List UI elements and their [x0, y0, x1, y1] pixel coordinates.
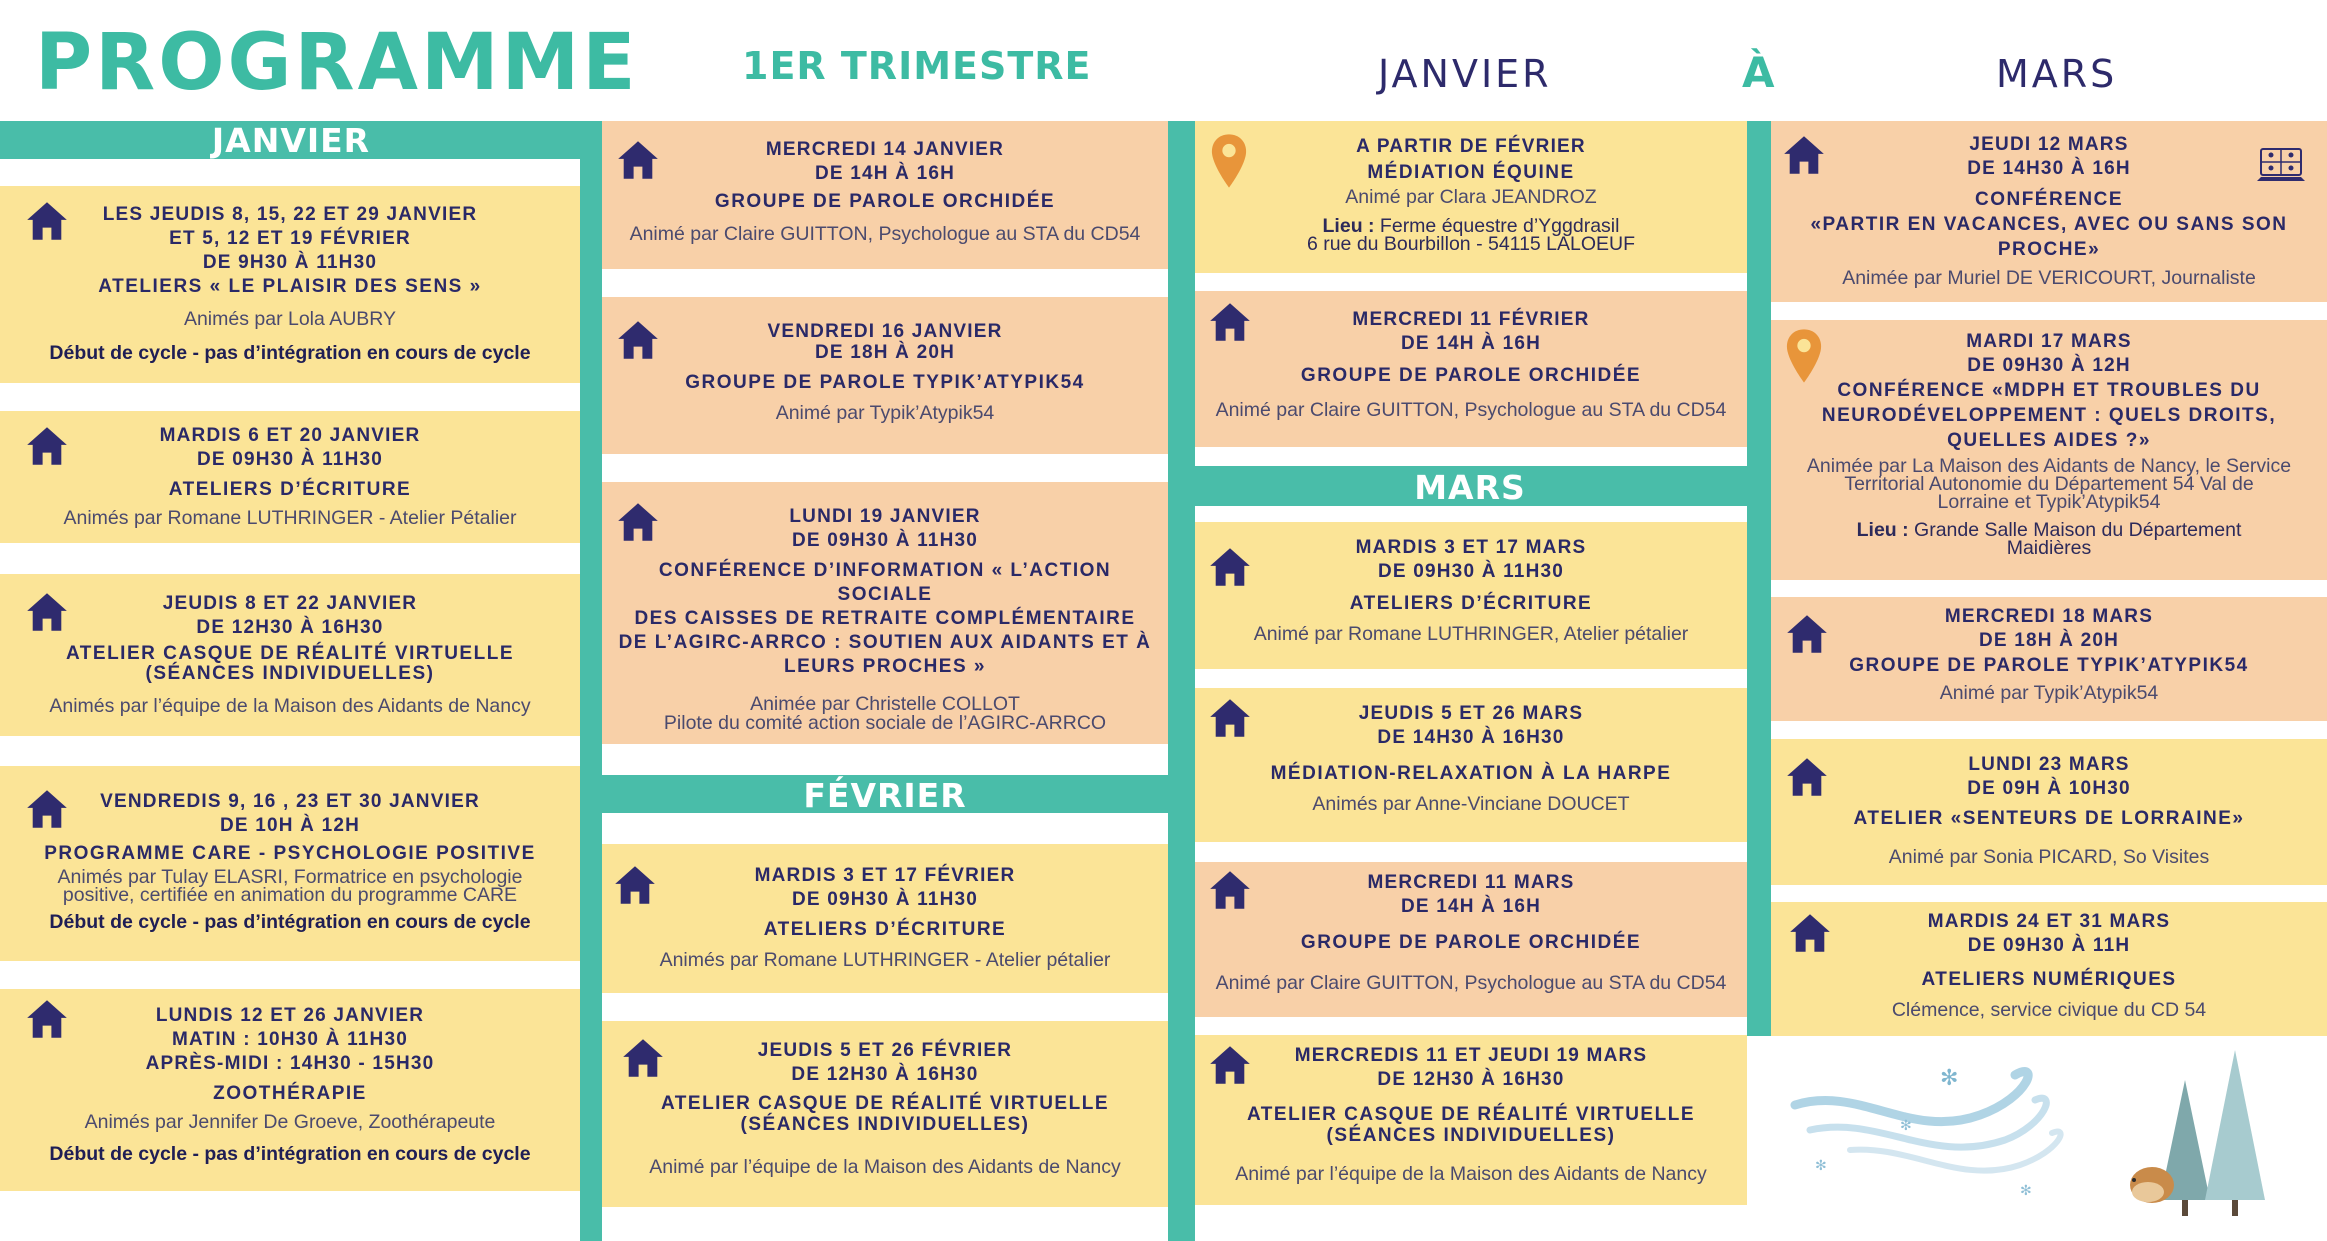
event-animator: Animé par Claire GUITTON, Psychologue au STA du CD54 [1215, 972, 1727, 994]
event-title: MÉDIATION-RELAXATION À LA HARPE [1270, 763, 1672, 784]
column-divider-3 [1747, 121, 1771, 1036]
event-animator: Animé par Typik’Atypik54 [1939, 682, 2159, 704]
event-title: ATELIER CASQUE DE RÉALITÉ VIRTUELLE (SÉANCES INDIVIDUELLES) [1246, 1104, 1695, 1146]
event-card[interactable] [1195, 1035, 1747, 1205]
home-icon [613, 863, 657, 907]
home-icon [25, 424, 69, 468]
event-date: JEUDI 12 MARS DE 14H30 À 16H [1967, 134, 2131, 179]
event-title: ATELIER «SENTEURS DE LORRAINE» [1853, 808, 2245, 829]
event-date: MERCREDI 18 MARS DE 18H À 20H [1944, 606, 2154, 651]
event-card[interactable] [1771, 320, 2327, 580]
event-title: GROUPE DE PAROLE TYPIK’ATYPIK54 [1849, 655, 2249, 676]
svg-text:✻: ✻ [1940, 1066, 1959, 1091]
svg-text:✻: ✻ [1815, 1158, 1827, 1174]
event-animator: Animés par Lola AUBRY [183, 308, 397, 330]
column-divider-1 [580, 121, 602, 1241]
event-animator: Animé par Typik’Atypik54 [775, 402, 995, 424]
event-title: CONFÉRENCE «MDPH ET TROUBLES DU NEURODÉVELOPPEMENT : QUELS DROITS, QUELLES AIDES ?» [1821, 380, 2277, 451]
quarter-label: 1ER TRIMESTRE [742, 44, 1092, 88]
event-animator: Animé par Clara JEANDROZ [1345, 186, 1597, 208]
event-date: LUNDI 23 MARS DE 09H À 10H30 [1967, 754, 2131, 799]
home-icon [1208, 300, 1252, 344]
event-title: ATELIERS D’ÉCRITURE [1349, 593, 1593, 614]
event-card[interactable] [0, 989, 580, 1191]
event-note: Début de cycle - pas d’intégration en cours de cycle [49, 1143, 531, 1165]
event-date: MARDIS 24 ET 31 MARS DE 09H30 À 11H [1927, 911, 2171, 956]
event-card[interactable] [1771, 739, 2327, 885]
event-date: MARDIS 3 ET 17 FÉVRIER DE 09H30 À 11H30 [754, 865, 1016, 910]
event-title: ATELIERS « LE PLAISIR DES SENS » [98, 276, 482, 297]
event-date: LUNDIS 12 ET 26 JANVIER MATIN : 10H30 À 11H30 APRÈS-MIDI : 14H30 - 15H30 [145, 1005, 435, 1074]
home-icon [616, 138, 660, 182]
event-animator: Animé par Romane LUTHRINGER, Atelier pétalier [1253, 623, 1689, 645]
event-date: JEUDIS 5 ET 26 FÉVRIER DE 12H30 À 16H30 [757, 1040, 1013, 1085]
event-date: VENDREDIS 9, 16 , 23 ET 30 JANVIER DE 10H À 12H [100, 791, 480, 836]
event-title: CONFÉRENCE D’INFORMATION « L’ACTION SOCIALE DES CAISSES DE RETRAITE COMPLÉMENTAIRE DE L’AGIRC-ARRCO : SOUTIEN AUX AIDANTS ET À LEURS PROCHES » [618, 560, 1152, 677]
svg-text:✻: ✻ [2020, 1183, 2032, 1199]
home-icon [1208, 696, 1252, 740]
location-label: Lieu : [1322, 215, 1375, 237]
event-title: GROUPE DE PAROLE ORCHIDÉE [714, 191, 1056, 212]
event-animator: Animés par Romane LUTHRINGER - Atelier pétalier [659, 949, 1111, 971]
event-animator: Animé par Sonia PICARD, So Visites [1888, 846, 2210, 868]
event-card[interactable] [0, 186, 580, 383]
event-date: MARDI 17 MARS DE 09H30 À 12H [1966, 331, 2132, 376]
event-animator: Animés par Romane LUTHRINGER - Atelier Pétalier [63, 507, 517, 529]
event-card[interactable] [0, 766, 580, 961]
event-date: MERCREDI 11 MARS DE 14H À 16H [1367, 872, 1575, 917]
event-card[interactable] [0, 574, 580, 736]
event-animator: Animés par Anne-Vinciane DOUCET [1312, 793, 1630, 815]
event-card[interactable] [602, 121, 1168, 269]
home-icon [616, 318, 660, 362]
event-card[interactable] [1771, 597, 2327, 721]
month-label-fevrier: FÉVRIER [803, 776, 967, 815]
event-animator: Animée par Christelle COLLOT Pilote du comité action sociale de l’AGIRC-ARRCO [663, 693, 1107, 734]
home-icon [1208, 545, 1252, 589]
event-title: ATELIERS D’ÉCRITURE [168, 479, 412, 500]
event-date: JEUDIS 8 ET 22 JANVIER DE 12H30 À 16H30 [162, 593, 418, 638]
event-date: MARDIS 6 ET 20 JANVIER DE 09H30 À 11H30 [159, 425, 421, 470]
event-date: A PARTIR DE FÉVRIER [1356, 136, 1586, 157]
event-animator: Animé par Claire GUITTON, Psychologue au STA du CD54 [629, 223, 1141, 245]
home-icon [1782, 133, 1826, 177]
event-card[interactable] [602, 1021, 1168, 1207]
event-date: MERCREDI 14 JANVIER DE 14H À 16H [765, 139, 1005, 184]
event-card[interactable] [1195, 522, 1747, 669]
event-animator: Animés par Jennifer De Groeve, Zoothérapeute [84, 1111, 496, 1133]
event-animator: Animé par Claire GUITTON, Psychologue au STA du CD54 [1215, 399, 1727, 421]
event-title: PROGRAMME CARE - PSYCHOLOGIE POSITIVE [44, 843, 536, 864]
event-title: CONFÉRENCE «PARTIR EN VACANCES, AVEC OU SANS SON PROCHE» [1810, 189, 2288, 260]
month-label-janvier: JANVIER [211, 121, 371, 160]
location-text: Grande Salle Maison du Département Maidières [1914, 519, 2242, 559]
event-title: ATELIER CASQUE DE RÉALITÉ VIRTUELLE (SÉANCES INDIVIDUELLES) [660, 1093, 1109, 1135]
event-card[interactable] [602, 482, 1168, 744]
event-title: MÉDIATION ÉQUINE [1367, 162, 1575, 183]
event-note: Début de cycle - pas d’intégration en cours de cycle [49, 342, 531, 364]
video-conference-icon [2257, 147, 2305, 185]
home-icon [1788, 911, 1832, 955]
location-pin-icon [1210, 131, 1248, 191]
event-animator: Animé par l’équipe de la Maison des Aidants de Nancy [1235, 1163, 1707, 1185]
home-icon [1208, 1043, 1252, 1087]
event-animator: Animés par l’équipe de la Maison des Aidants de Nancy [49, 695, 531, 717]
event-title: GROUPE DE PAROLE ORCHIDÉE [1300, 932, 1642, 953]
home-icon [1785, 612, 1829, 656]
home-icon [1785, 755, 1829, 799]
event-location [1205, 217, 1737, 253]
event-title: ATELIER CASQUE DE RÉALITÉ VIRTUELLE (SÉANCES INDIVIDUELLES) [65, 643, 514, 684]
event-location [1781, 521, 2317, 557]
event-card[interactable] [1195, 291, 1747, 447]
svg-text:✻: ✻ [1900, 1118, 1912, 1134]
event-date: JEUDIS 5 ET 26 MARS DE 14H30 À 16H30 [1358, 703, 1584, 748]
event-title: ATELIERS NUMÉRIQUES [1921, 969, 2177, 990]
event-animator: Animés par Tulay ELASRI, Formatrice en psychologie positive, certifiée en animation du programme CARE [57, 866, 523, 906]
event-date: MERCREDI 11 FÉVRIER DE 14H À 16H [1352, 309, 1590, 354]
header-to-month: MARS [1996, 52, 2118, 96]
event-date: LES JEUDIS 8, 15, 22 ET 29 JANVIER ET 5, 12 ET 19 FÉVRIER DE 9H30 À 11H30 [102, 204, 478, 273]
event-card[interactable] [602, 844, 1168, 993]
event-card[interactable] [0, 411, 580, 543]
home-icon [25, 997, 69, 1041]
event-date: VENDREDI 16 JANVIER DE 18H À 20H [767, 321, 1003, 363]
event-note: Début de cycle - pas d’intégration en cours de cycle [49, 911, 531, 933]
event-card[interactable] [1771, 121, 2327, 302]
page-title: PROGRAMME [35, 18, 639, 108]
home-icon [616, 500, 660, 544]
event-date: MARDIS 3 ET 17 MARS DE 09H30 À 11H30 [1355, 537, 1587, 582]
event-card[interactable] [1195, 121, 1747, 273]
event-card[interactable] [602, 297, 1168, 454]
home-icon [621, 1036, 665, 1080]
event-date: LUNDI 19 JANVIER DE 09H30 À 11H30 [789, 506, 981, 551]
location-pin-icon [1785, 326, 1823, 386]
home-icon [25, 787, 69, 831]
event-title: ATELIERS D’ÉCRITURE [763, 919, 1007, 940]
home-icon [25, 199, 69, 243]
event-animator: Animée par Muriel DE VERICOURT, Journaliste [1842, 267, 2256, 289]
location-label: Lieu : [1856, 519, 1909, 541]
trees-illustration [2120, 1040, 2290, 1220]
event-date: MERCREDIS 11 ET JEUDI 19 MARS DE 12H30 À 16H30 [1294, 1045, 1648, 1090]
event-card[interactable] [1771, 902, 2327, 1036]
home-icon [1208, 868, 1252, 912]
event-card[interactable] [1195, 688, 1747, 842]
event-title: GROUPE DE PAROLE TYPIK’ATYPIK54 [685, 372, 1085, 393]
location-text: Ferme équestre d’Yggdrasil 6 rue du Bourbillon - 54115 LALOEUF [1306, 215, 1636, 255]
event-card[interactable] [1195, 862, 1747, 1017]
month-label-mars: MARS [1414, 468, 1526, 507]
wind-swirl-illustration [1790, 1045, 2100, 1215]
home-icon [25, 590, 69, 634]
event-title: ZOOTHÉRAPIE [213, 1083, 367, 1104]
event-animator: Animée par La Maison des Aidants de Nancy, le Service Territorial Autonomie du Département 54 Val de Lorraine et Typik’Atypik54 [1806, 455, 2292, 513]
event-title: GROUPE DE PAROLE ORCHIDÉE [1300, 365, 1642, 386]
event-animator: Clémence, service civique du CD 54 [1891, 999, 2207, 1021]
column-divider-2 [1168, 121, 1195, 1241]
header-from-month: JANVIER [1378, 52, 1552, 96]
header-separator: À [1742, 48, 1775, 97]
event-animator: Animé par l’équipe de la Maison des Aidants de Nancy [649, 1156, 1121, 1178]
